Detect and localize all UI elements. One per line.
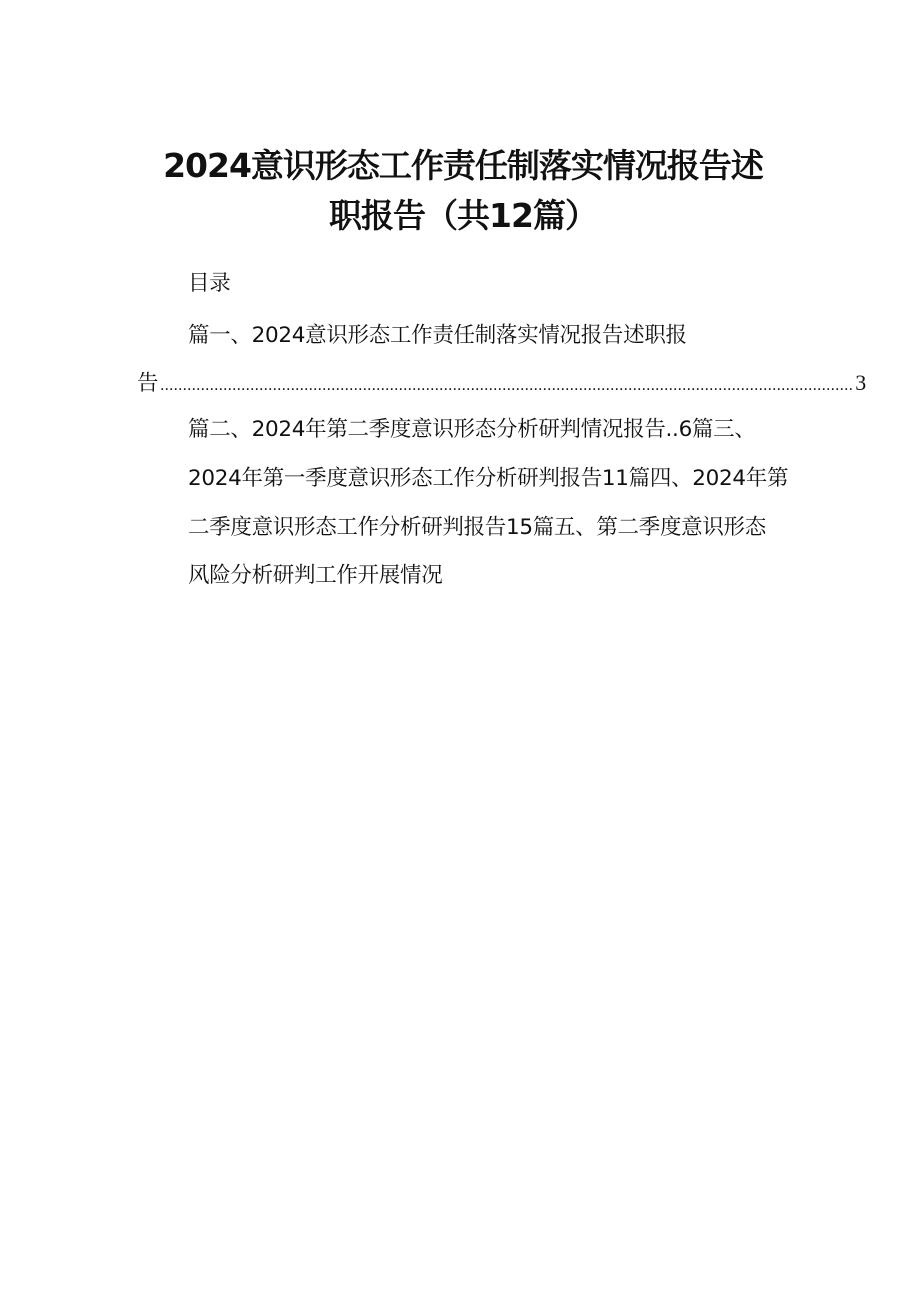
document-title-line-2: 职报告（共12篇）	[329, 196, 597, 235]
toc-paragraph-line-3[interactable]: 二季度意识形态工作分析研判报告15篇五、第二季度意识形态	[188, 515, 766, 540]
toc-entry-1-line-2[interactable]	[137, 366, 866, 397]
toc-entry-1-page-number: 3	[855, 370, 866, 395]
toc-paragraph-line-4[interactable]: 风险分析研判工作开展情况	[188, 563, 443, 588]
document-title-line-1: 2024意识形态工作责任制落实情况报告述	[163, 146, 763, 185]
toc-paragraph-line-2[interactable]: 2024年第一季度意识形态工作分析研判报告11篇四、2024年第	[188, 466, 789, 491]
toc-dot-leader: ..........................................................................................................................................................	[160, 377, 854, 394]
toc-entry-1-line-1[interactable]: 篇一、2024意识形态工作责任制落实情况报告述职报	[188, 323, 687, 348]
toc-entry-1-tail: 告	[137, 371, 159, 396]
toc-heading: 目录	[188, 271, 231, 296]
toc-paragraph-line-1[interactable]: 篇二、2024年第二季度意识形态分析研判情况报告..6篇三、	[188, 417, 756, 442]
